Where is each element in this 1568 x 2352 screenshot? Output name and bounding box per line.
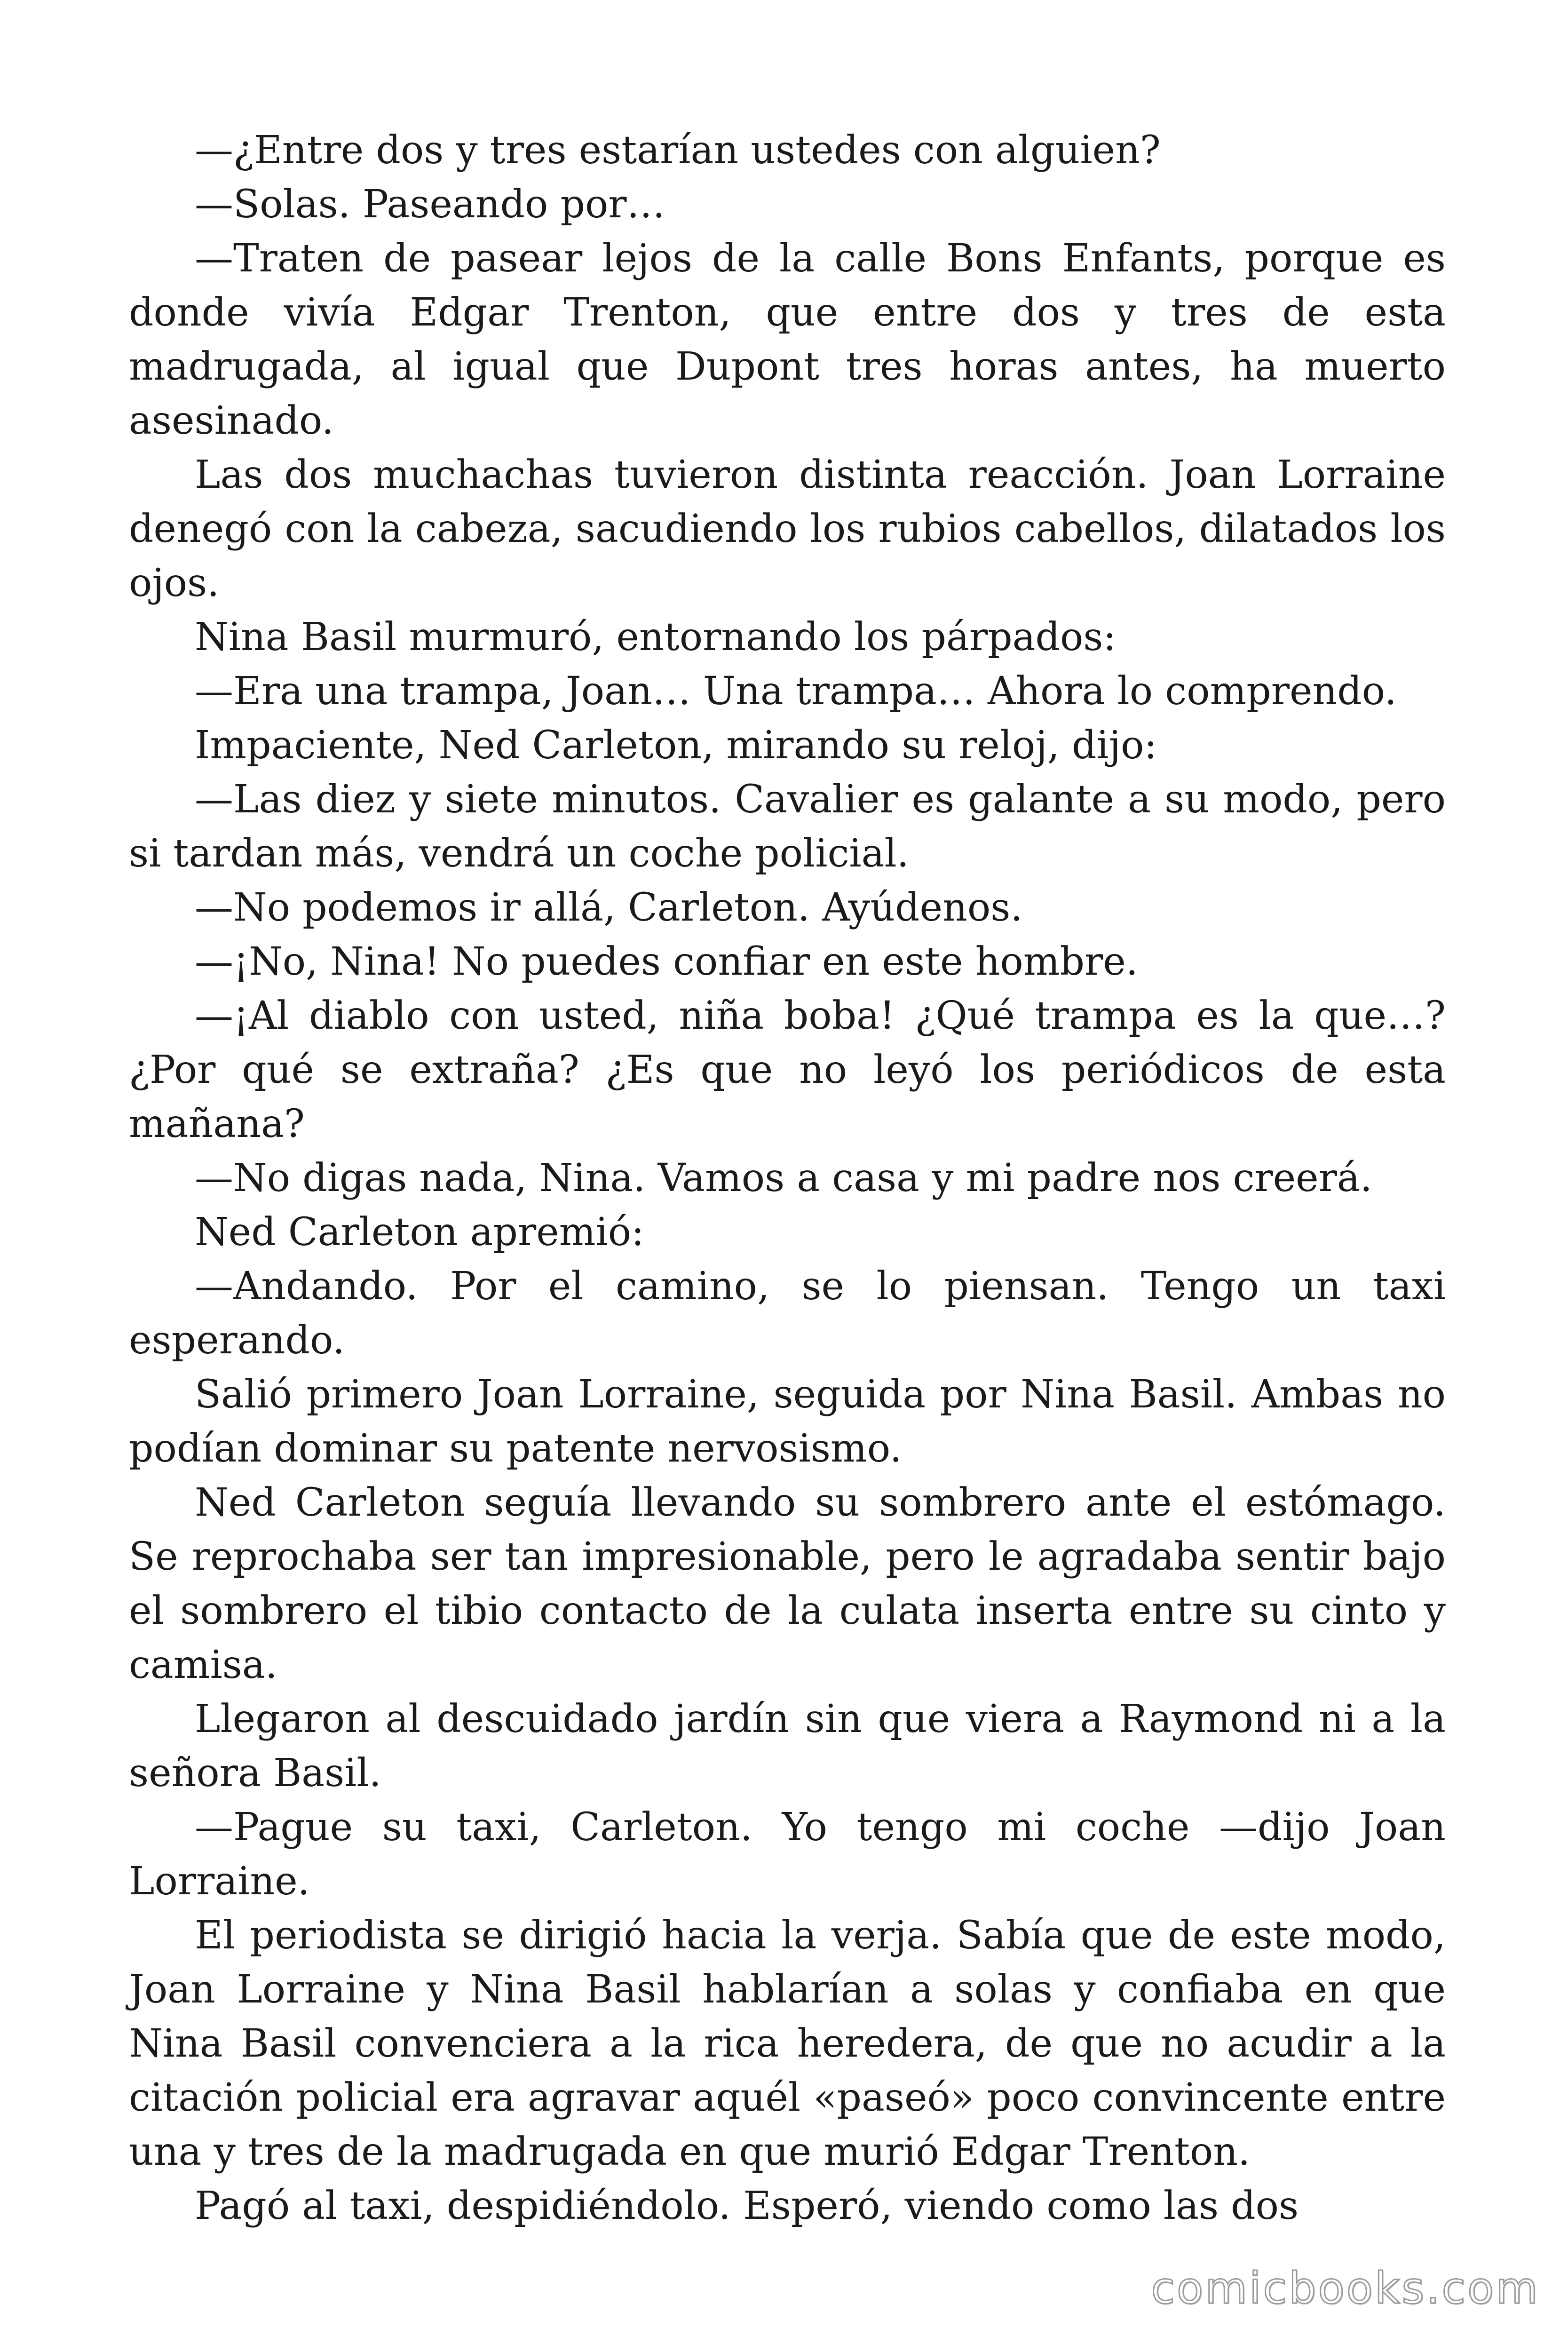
paragraph: Nina Basil murmuró, entornando los párpados: xyxy=(195,615,1117,660)
watermark: comicbooks.com xyxy=(1151,2263,1540,2313)
paragraph: Impaciente, Ned Carleton, mirando su reloj, dijo: xyxy=(195,723,1157,768)
paragraph: —¿Entre dos y tres estarían ustedes con alguien? xyxy=(195,128,1161,173)
paragraph: Ned Carleton apremió: xyxy=(195,1210,644,1255)
paragraph: —Las diez y siete minutos. Cavalier es galante a su modo, pero si tardan más, vendrá un coche policial. xyxy=(129,777,1446,876)
paragraph: El periodista se dirigió hacia la verja. Sabía que de este modo, Joan Lorraine y Nina Basil hablarían a solas y confiaba en que Nina Basil convenciera a la rica heredera, de que no acudir a la citación policial era agravar aquél «paseó» poco convincente entre una y tres de la madrugada en que murió Edgar Trenton. xyxy=(129,1913,1446,2174)
paragraph: Ned Carleton seguía llevando su sombrero ante el estómago. Se reprochaba ser tan impresionable, pero le agradaba sentir bajo el sombrero el tibio contacto de la culata inserta entre su cinto y camisa. xyxy=(129,1480,1446,1687)
paragraph: —Solas. Paseando por… xyxy=(195,182,665,227)
book-page-text xyxy=(129,123,1446,2233)
paragraph: —Traten de pasear lejos de la calle Bons Enfants, porque es donde vivía Edgar Trenton, que entre dos y tres de esta madrugada, al igual que Dupont tres horas antes, ha muerto asesinado. xyxy=(129,236,1446,443)
paragraph: Llegaron al descuidado jardín sin que viera a Raymond ni a la señora Basil. xyxy=(129,1697,1446,1796)
paragraph: —No digas nada, Nina. Vamos a casa y mi padre nos creerá. xyxy=(195,1156,1372,1200)
paragraph: —¡No, Nina! No puedes confiar en este hombre. xyxy=(195,939,1138,984)
paragraph: —Era una trampa, Joan… Una trampa… Ahora lo comprendo. xyxy=(195,669,1397,714)
paragraph: Salió primero Joan Lorraine, seguida por Nina Basil. Ambas no podían dominar su patente nervosismo. xyxy=(129,1372,1446,1471)
paragraph: —Pague su taxi, Carleton. Yo tengo mi coche —dijo Joan Lorraine. xyxy=(129,1805,1446,1904)
paragraph: Pagó al taxi, despidiéndolo. Esperó, viendo como las dos xyxy=(195,2184,1299,2228)
paragraph: —¡Al diablo con usted, niña boba! ¿Qué trampa es la que…? ¿Por qué se extraña? ¿Es que no leyó los periódicos de esta mañana? xyxy=(129,993,1446,1146)
paragraph: Las dos muchachas tuvieron distinta reacción. Joan Lorraine denegó con la cabeza, sacudiendo los rubios cabellos, dilatados los ojos. xyxy=(129,453,1446,605)
paragraph: —Andando. Por el camino, se lo piensan. Tengo un taxi esperando. xyxy=(129,1264,1446,1363)
paragraph: —No podemos ir allá, Carleton. Ayúdenos. xyxy=(195,885,1023,930)
